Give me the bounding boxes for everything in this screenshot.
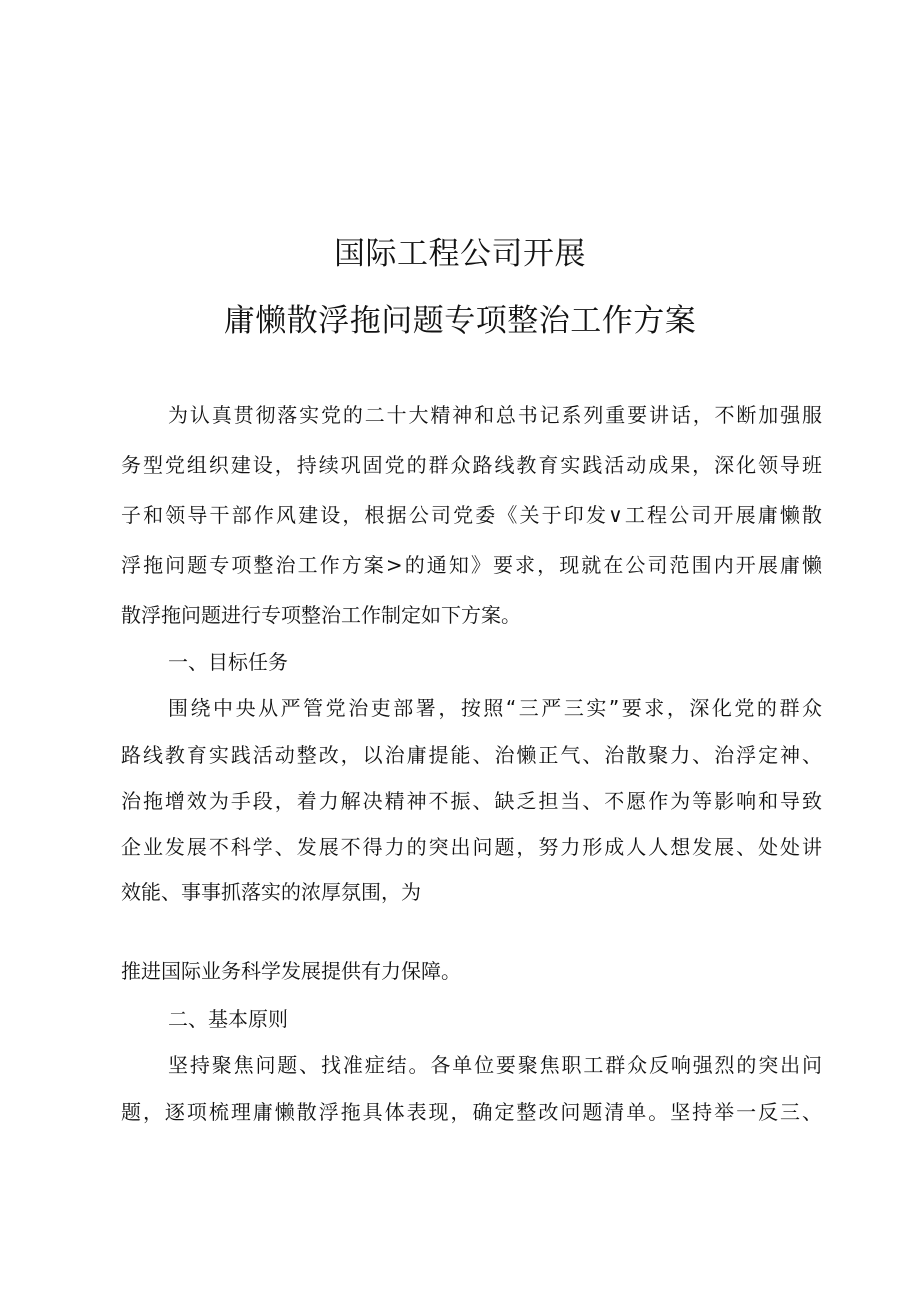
section1-paragraph-line: 效能、事事抓落实的浓厚氛围，为: [121, 880, 421, 904]
intro-paragraph-line: 为认真贯彻落实党的二十大精神和总书记系列重要讲话，不断加强服: [168, 403, 822, 427]
document-title-line-1: 国际工程公司开展: [334, 236, 586, 272]
section-heading-goals: 一、目标任务: [168, 650, 288, 674]
section1-paragraph-line: 路线教育实践活动整改，以治庸提能、治懒正气、治散聚力、治浮定神、: [121, 743, 822, 767]
intro-paragraph-line: 务型党组织建设，持续巩固党的群众路线教育实践活动成果，深化领导班: [121, 453, 822, 477]
document-title-line-2: 庸懒散浮拖问题专项整治工作方案: [223, 303, 697, 339]
section1-continuation-line: 推进国际业务科学发展提供有力保障。: [121, 959, 461, 983]
section2-paragraph-line: 题，逐项梳理庸懒散浮拖具体表现，确定整改问题清单。坚持举一反三、: [121, 1100, 822, 1124]
section1-paragraph-line: 治拖增效为手段，着力解决精神不振、缺乏担当、不愿作为等影响和导致: [121, 789, 822, 813]
section2-paragraph-line: 坚持聚焦问题、找准症结。各单位要聚焦职工群众反响强烈的突出问: [168, 1053, 822, 1077]
section-heading-principles: 二、基本原则: [168, 1007, 288, 1031]
section1-paragraph-line: 企业发展不科学、发展不得力的突出问题，努力形成人人想发展、处处讲: [121, 835, 822, 859]
intro-paragraph-line: 子和领导干部作风建设，根据公司党委《关于印发∨工程公司开展庸懒散: [121, 503, 822, 527]
section1-paragraph-line: 围绕中央从严管党治吏部署，按照“三严三实”要求，深化党的群众: [168, 696, 822, 720]
intro-paragraph-line: 散浮拖问题进行专项整治工作制定如下方案。: [121, 603, 521, 627]
intro-paragraph-line: 浮拖问题专项整治工作方案>的通知》要求，现就在公司范围内开展庸懒: [121, 553, 822, 577]
